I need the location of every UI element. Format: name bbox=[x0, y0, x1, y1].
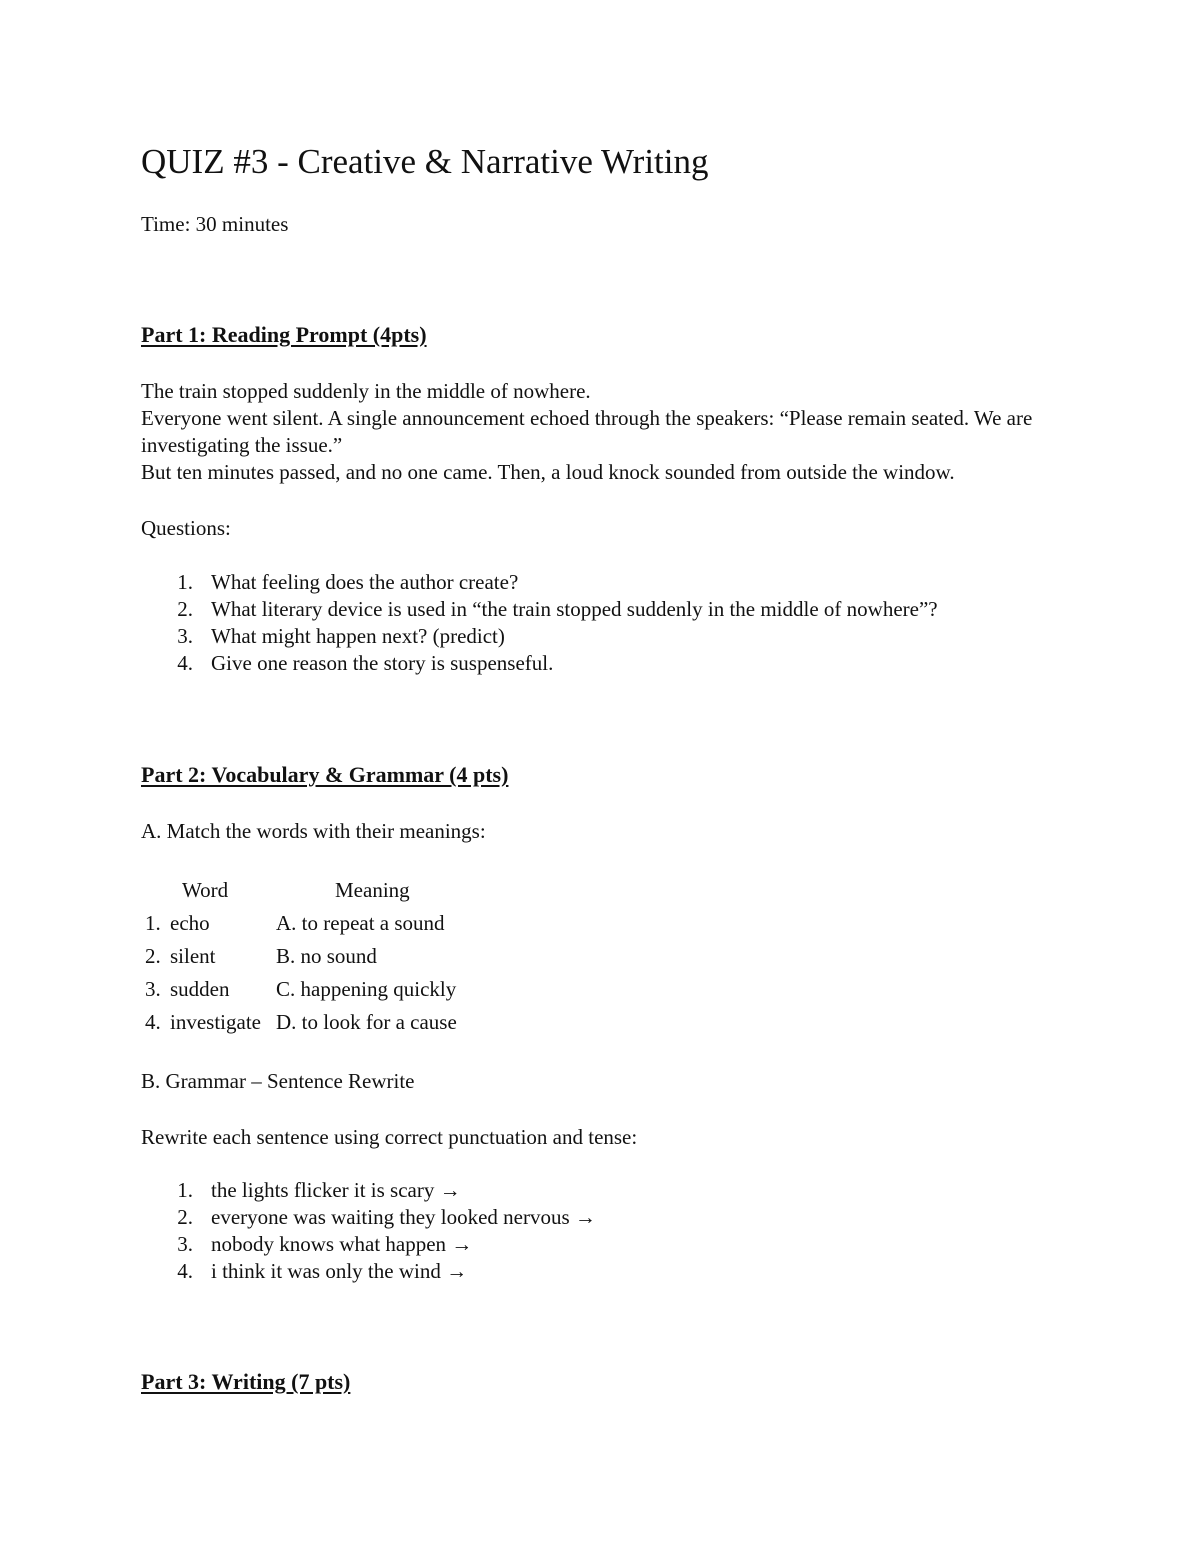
item-text: What feeling does the author create? bbox=[211, 570, 519, 594]
prompt-line: But ten minutes passed, and no one came. Then, a loud knock sounded from outside the window. bbox=[141, 460, 955, 484]
rewrite-intro: Rewrite each sentence using correct punctuation and tense: bbox=[141, 1125, 638, 1149]
row-word: echo bbox=[170, 911, 210, 935]
item-number: 4. bbox=[177, 1259, 193, 1283]
column-header-meaning: Meaning bbox=[335, 878, 410, 902]
item-text: everyone was waiting they looked nervous → bbox=[211, 1205, 596, 1229]
item-text: Give one reason the story is suspenseful. bbox=[211, 651, 554, 675]
row-word: sudden bbox=[170, 977, 230, 1001]
item-number: 1. bbox=[177, 570, 193, 594]
part2-heading: Part 2: Vocabulary & Grammar (4 pts) bbox=[141, 762, 509, 787]
match-intro: A. Match the words with their meanings: bbox=[141, 819, 486, 843]
grammar-heading: B. Grammar – Sentence Rewrite bbox=[141, 1069, 415, 1093]
row-number: 2. bbox=[145, 944, 161, 968]
row-meaning: D. to look for a cause bbox=[276, 1010, 457, 1034]
row-word: investigate bbox=[170, 1010, 261, 1034]
page-title: QUIZ #3 - Creative & Narrative Writing bbox=[141, 142, 709, 181]
item-text: the lights flicker it is scary → bbox=[211, 1178, 461, 1202]
item-number: 4. bbox=[177, 651, 193, 675]
part1-heading: Part 1: Reading Prompt (4pts) bbox=[141, 322, 427, 347]
item-number: 3. bbox=[177, 624, 193, 648]
item-text: nobody knows what happen → bbox=[211, 1232, 473, 1256]
prompt-line: Everyone went silent. A single announcement echoed through the speakers: “Please remain seated. We are investigating the issue.” bbox=[141, 406, 1033, 457]
time-limit: Time: 30 minutes bbox=[141, 212, 289, 236]
row-meaning: B. no sound bbox=[276, 944, 377, 968]
item-number: 3. bbox=[177, 1232, 193, 1256]
row-number: 3. bbox=[145, 977, 161, 1001]
item-number: 2. bbox=[177, 1205, 193, 1229]
item-number: 2. bbox=[177, 597, 193, 621]
column-header-word: Word bbox=[182, 878, 229, 902]
item-number: 1. bbox=[177, 1178, 193, 1202]
row-number: 4. bbox=[145, 1010, 161, 1034]
item-text: What might happen next? (predict) bbox=[211, 624, 505, 648]
prompt-line: The train stopped suddenly in the middle of nowhere. bbox=[141, 379, 591, 403]
item-text: What literary device is used in “the train stopped suddenly in the middle of nowhere”? bbox=[211, 597, 938, 621]
row-number: 1. bbox=[145, 911, 161, 935]
questions-label: Questions: bbox=[141, 516, 231, 540]
row-meaning: C. happening quickly bbox=[276, 977, 457, 1001]
part3-heading: Part 3: Writing (7 pts) bbox=[141, 1369, 351, 1394]
reading-prompt bbox=[141, 378, 1061, 486]
row-meaning: A. to repeat a sound bbox=[276, 911, 445, 935]
row-word: silent bbox=[170, 944, 216, 968]
item-text: i think it was only the wind → bbox=[211, 1259, 468, 1283]
